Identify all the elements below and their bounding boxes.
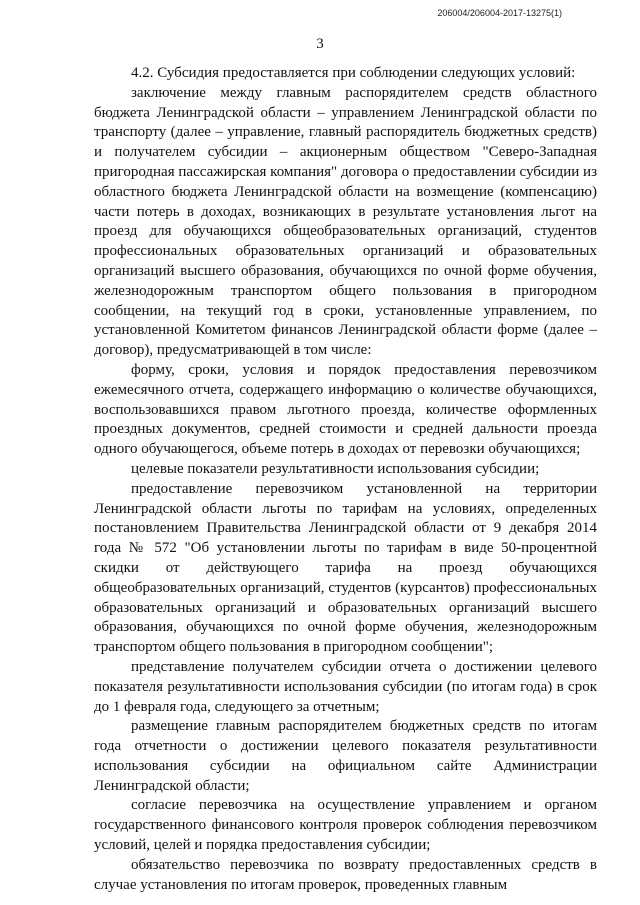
paragraph: целевые показатели результативности использования субсидии; bbox=[131, 460, 540, 477]
page-number: 3 bbox=[316, 36, 324, 52]
paragraph: форму, сроки, условия и порядок предоставления перевозчиком ежемесячного отчета, содержащего информацию о количестве обучающихся, воспользовавшихся правом льготного проезда, количестве оформленных проездных документов, средней стоимости и средней дальности проезда одного обучающегося, объеме потерь в доходах от перевозки обучающихся; bbox=[94, 361, 597, 458]
document-body bbox=[94, 64, 597, 895]
paragraph: предоставление перевозчиком установленной на территории Ленинградской области льготы по тарифам на условиях, определенных постановлением Правительства Ленинградской области от 9 декабря 2014 года № 572 "Об установлении льготы по тарифам в виде 50-процентной скидки от действующего тарифа на проезд обучающихся общеобразовательных организаций, студентов (курсантов) профессиональных образовательных организаций и образовательных организаций высшего образования, обучающихся по очной форме обучения, железнодорожным транспортом общего пользования в пригородном сообщении"; bbox=[94, 480, 597, 656]
paragraph: согласие перевозчика на осуществление управлением и органом государственного финансового контроля проверок соблюдения перевозчиком условий, целей и порядка предоставления субсидии; bbox=[94, 797, 597, 854]
paragraph: представление получателем субсидии отчета о достижении целевого показателя результативности использования субсидии (по итогам года) в срок до 1 февраля года, следующего за отчетным; bbox=[94, 658, 597, 715]
paragraph: заключение между главным распорядителем средств областного бюджета Ленинградской области – управлением Ленинградской области по транспорту (далее – управление, главный распорядитель бюджетных средств) и получателем субсидии – акционерным обществом "Северо-Западная пригородная пассажирская компания" договора о предоставлении субсидии из областного бюджета Ленинградской области на возмещение (компенсацию) части потерь в доходах, возникающих в результате установления льгот на проезд для обучающихся общеобразовательных организаций, студентов профессиональных образовательных организаций и образовательных организаций высшего образования, обучающихся по очной форме обучения, железнодорожным транспортом общего пользования в пригородном сообщении, на текущий год в сроки, установленные управлением, по установленной Комитетом финансов Ленинградской области форме (далее – договор), предусматривающей в том числе: bbox=[94, 84, 597, 359]
document-id: 206004/206004-2017-13275(1) bbox=[437, 8, 562, 18]
paragraph: обязательство перевозчика по возврату предоставленных средств в случае установления по итогам проверок, проведенных главным bbox=[94, 856, 597, 893]
paragraph: 4.2. Субсидия предоставляется при соблюдении следующих условий: bbox=[131, 65, 576, 81]
paragraph: размещение главным распорядителем бюджетных средств по итогам года отчетности о достижении целевого показателя результативности использования субсидии на официальном сайте Администрации Ленинградской области; bbox=[94, 718, 597, 794]
